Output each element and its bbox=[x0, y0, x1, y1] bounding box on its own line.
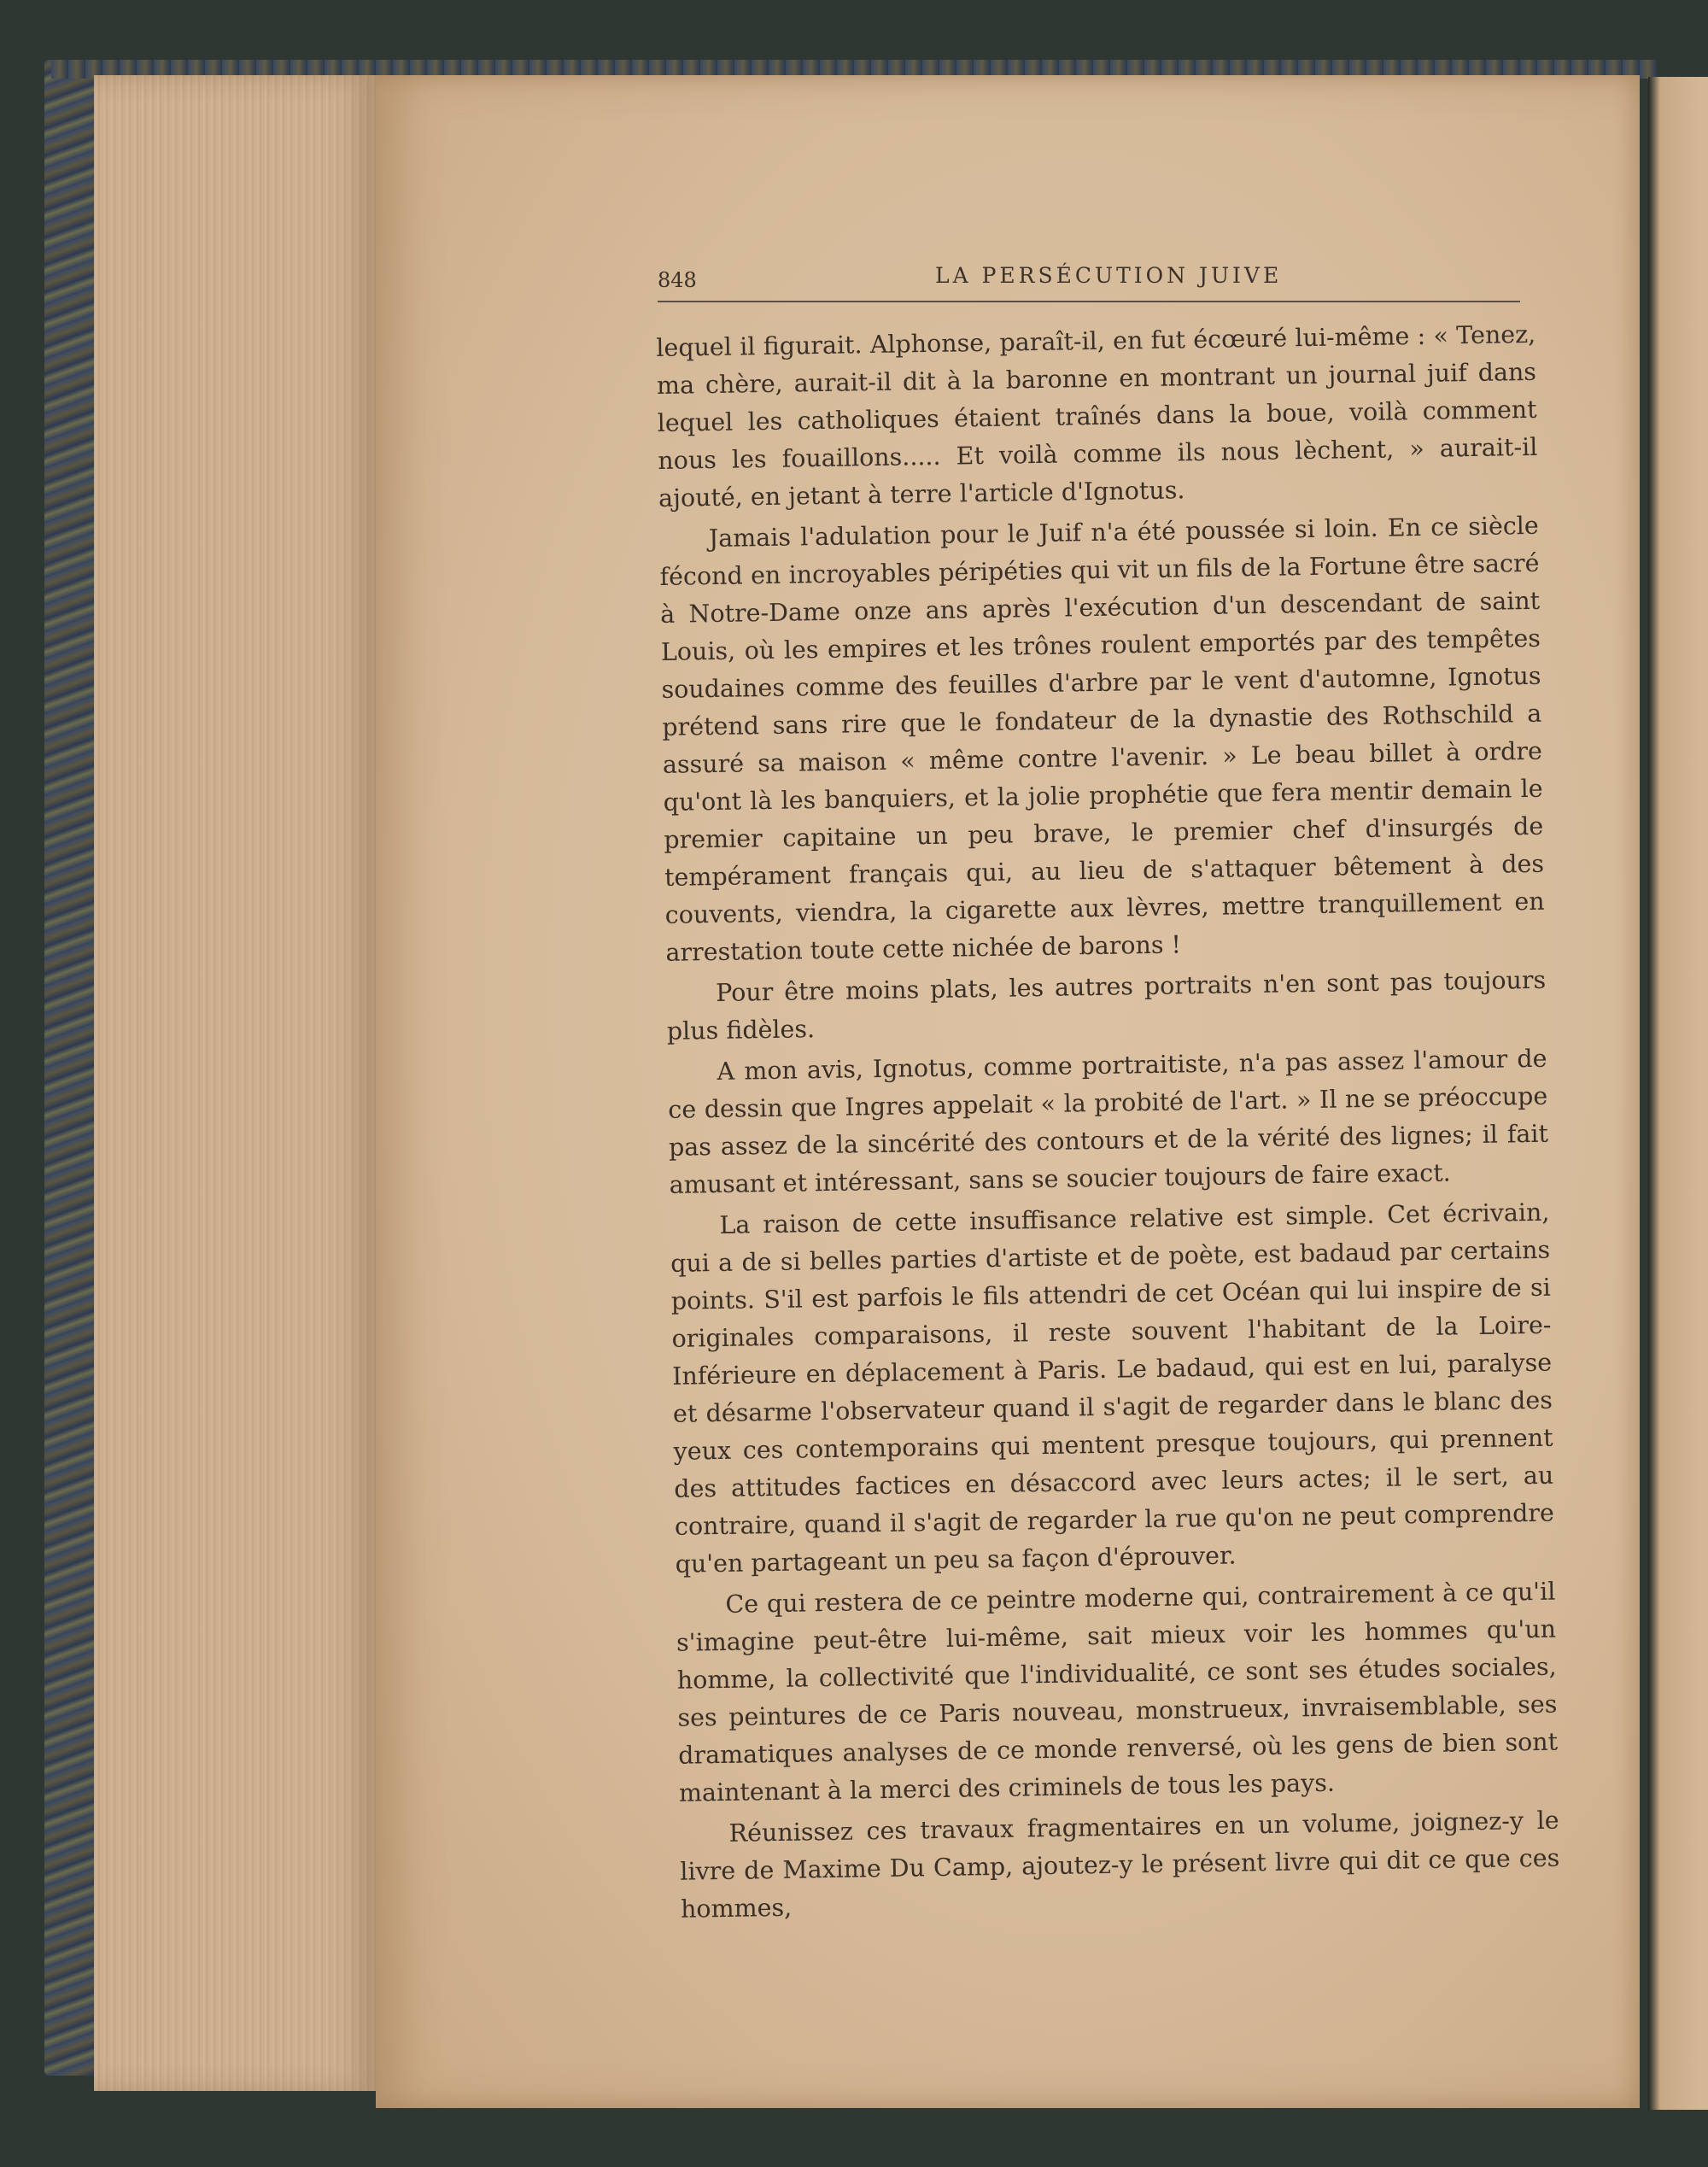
paragraph-2: Jamais l'adulation pour le Juif n'a été poussée si loin. En ce siècle fécond en incroyables péripéties qui vit un fils de la Fortune être sacré à Notre-Dame onze ans après l'exécution d'un descendant de saint Louis, où les empires et les trônes roulent emportés par des tempêtes soudaines comme des feuilles d'arbre par le vent d'automne, Ignotus prétend sans rire que le fondateur de la dynastie des Rothschild a assuré sa maison « même contre l'avenir. » Le beau billet à ordre qu'ont là les banquiers, et la jolie prophétie que fera mentir demain le premier capitaine un peu brave, le premier chef d'insurgés de tempérament français qui, au lieu de s'attaquer bêtement à des couvents, viendra, la cigarette aux lèvres, mettre tranquillement en arrestation toute cette nichée de barons ! bbox=[659, 511, 1545, 967]
page-number: 848 bbox=[658, 268, 697, 292]
body-text bbox=[656, 316, 1560, 1932]
header-rule bbox=[658, 301, 1520, 302]
paragraph-5: La raison de cette insuffisance relative est simple. Cet écrivain, qui a de si belles parties d'artiste et de poète, est badaud par certains points. S'il est parfois le fils attendri de cet Océan qui lui inspire de si originales comparaisons, il reste souvent l'habitant de la Loire-Inférieure en déplacement à Paris. Le badaud, qui est en lui, paralyse et désarme l'observateur quand il s'agit de regarder dans le blanc des yeux ces contemporains qui mentent presque toujours, qui prennent des attitudes factices en désaccord avec leurs actes; il le sert, au contraire, quand il s'agit de regarder la rue qu'on ne peut comprendre qu'en partageant un peu sa façon d'éprouver. bbox=[670, 1198, 1555, 1578]
paragraph-4: A mon avis, Ignotus, comme portraitiste, n'a pas assez l'amour de ce dessin que Ingres appelait « la probité de l'art. » Il ne se préoccupe pas assez de la sincérité des contours et de la vérité des lignes; il fait amusant et intéressant, sans se soucier toujours de faire exact. bbox=[668, 1044, 1549, 1199]
running-title: LA PERSÉCUTION JUIVE bbox=[935, 263, 1283, 288]
paragraph-7: Réunissez ces travaux fragmentaires en un volume, joignez-y le livre de Maxime Du Camp, ajoutez-y le présent livre qui dit ce que ces hommes, bbox=[680, 1806, 1560, 1924]
page-block-edges bbox=[94, 75, 376, 2091]
paragraph-1: lequel il figurait. Alphonse, paraît-il, en fut écœuré lui-même : « Tenez, ma chère, aurait-il dit à la baronne en montrant un journal juif dans lequel les catholiques étaient traînés dans la boue, voilà comment nous les fouaillons..... Et voilà comme ils nous lèchent, » aurait-il ajouté, en jetant à terre l'article d'Ignotus. bbox=[656, 319, 1538, 512]
running-head bbox=[658, 260, 1520, 302]
facing-page-edge bbox=[1648, 77, 1708, 2110]
paragraph-6: Ce qui restera de ce peintre moderne qui, contrairement à ce qu'il s'imagine peut-être lui-même, sait mieux voir les hommes qu'un homme, la collectivité que l'individualité, ce sont ses études sociales, ses peintures de ce Paris nouveau, monstrueux, invraisemblable, ses dramatiques analyses de ce monde renversé, où les gens de bien sont maintenant à la merci des criminels de tous les pays. bbox=[676, 1577, 1559, 1807]
paragraph-3: Pour être moins plats, les autres portraits n'en sont pas toujours plus fidèles. bbox=[666, 965, 1547, 1045]
